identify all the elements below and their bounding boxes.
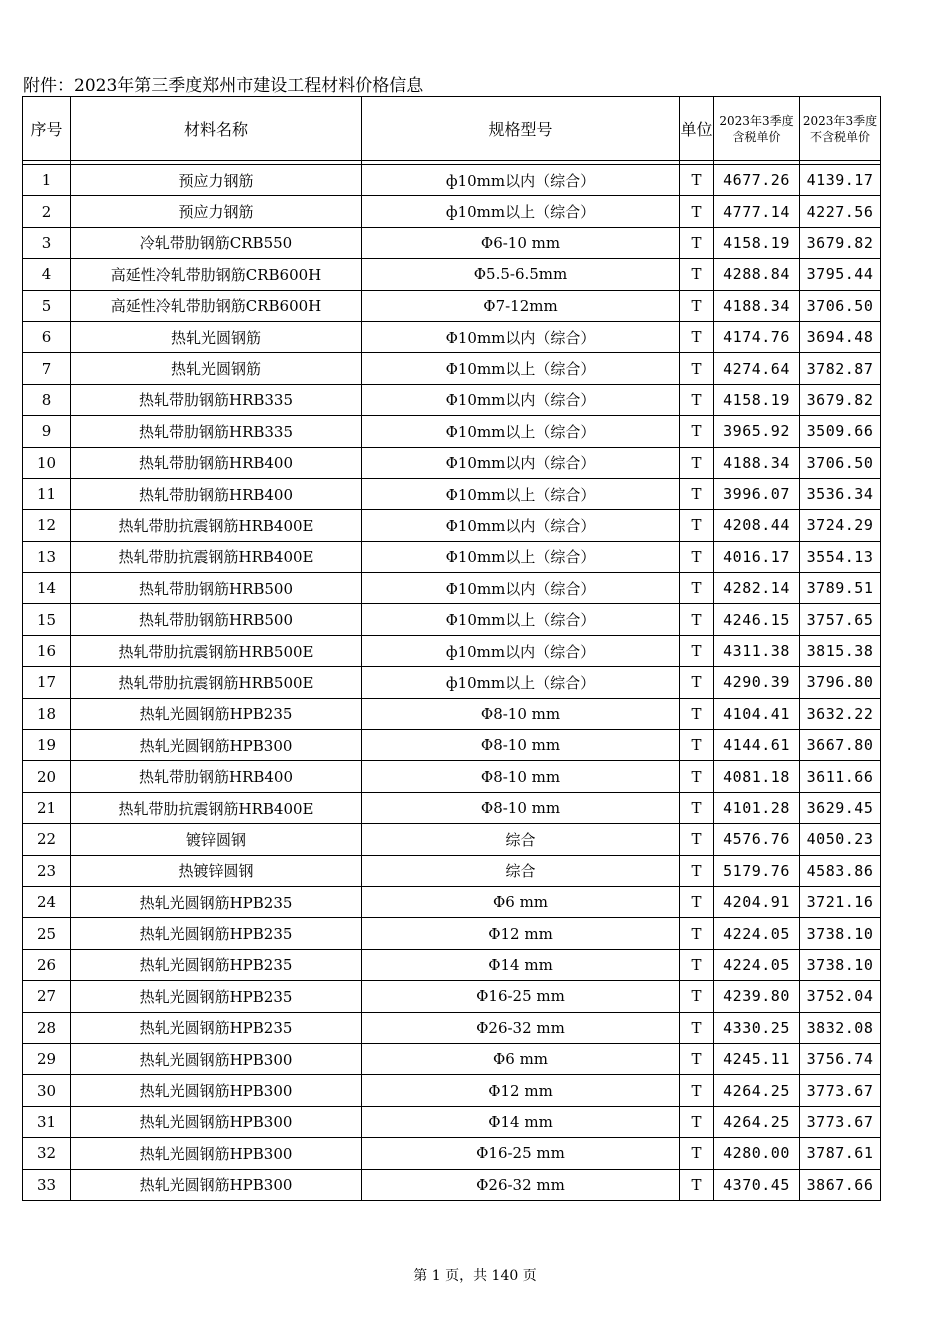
cell-unit: T (680, 761, 714, 792)
table-row (23, 1012, 881, 1043)
table-row (23, 353, 881, 384)
cell-price-notax: 3554.13 (800, 541, 881, 572)
cell-price-notax: 3679.82 (800, 227, 881, 258)
cell-spec: Φ7-12mm (362, 290, 680, 321)
cell-unit: T (680, 290, 714, 321)
cell-unit: T (680, 635, 714, 666)
cell-name: 热轧光圆钢筋 (71, 321, 362, 352)
cell-spec: Φ5.5-6.5mm (362, 259, 680, 290)
cell-unit: T (680, 165, 714, 196)
cell-spec: Φ8-10 mm (362, 730, 680, 761)
cell-name: 热轧带肋抗震钢筋HRB500E (71, 667, 362, 698)
cell-name: 热轧带肋钢筋HRB335 (71, 384, 362, 415)
table-row (23, 730, 881, 761)
cell-spec: ф10mm以内（综合） (362, 635, 680, 666)
cell-price-notax: 3611.66 (800, 761, 881, 792)
cell-price-notax: 3724.29 (800, 510, 881, 541)
cell-no: 23 (23, 855, 71, 886)
cell-name: 热轧光圆钢筋HPB235 (71, 949, 362, 980)
table-row (23, 1169, 881, 1200)
cell-unit: T (680, 886, 714, 917)
cell-no: 8 (23, 384, 71, 415)
cell-price-notax: 4583.86 (800, 855, 881, 886)
table-row (23, 855, 881, 886)
cell-price-tax: 4208.44 (714, 510, 800, 541)
cell-unit: T (680, 353, 714, 384)
cell-unit: T (680, 855, 714, 886)
cell-no: 19 (23, 730, 71, 761)
cell-name: 热轧光圆钢筋HPB300 (71, 1138, 362, 1169)
cell-spec: Φ6 mm (362, 886, 680, 917)
cell-unit: T (680, 1075, 714, 1106)
cell-no: 10 (23, 447, 71, 478)
cell-name: 热轧带肋钢筋HRB500 (71, 604, 362, 635)
cell-price-tax: 3996.07 (714, 478, 800, 509)
cell-no: 9 (23, 416, 71, 447)
table-row (23, 792, 881, 823)
cell-no: 22 (23, 824, 71, 855)
cell-unit: T (680, 604, 714, 635)
table-row (23, 165, 881, 196)
table-row (23, 227, 881, 258)
cell-unit: T (680, 541, 714, 572)
cell-unit: T (680, 730, 714, 761)
cell-name: 热轧光圆钢筋HPB235 (71, 1012, 362, 1043)
table-row (23, 478, 881, 509)
cell-price-tax: 4264.25 (714, 1075, 800, 1106)
cell-price-notax: 3796.80 (800, 667, 881, 698)
cell-price-tax: 4280.00 (714, 1138, 800, 1169)
cell-price-tax: 4224.05 (714, 949, 800, 980)
table-row (23, 635, 881, 666)
cell-unit: T (680, 1043, 714, 1074)
header-spec: 规格型号 (362, 97, 680, 161)
cell-unit: T (680, 1169, 714, 1200)
header-unit: 单位 (680, 97, 714, 161)
cell-price-notax: 3757.65 (800, 604, 881, 635)
cell-name: 热轧带肋钢筋HRB400 (71, 478, 362, 509)
cell-price-notax: 4227.56 (800, 196, 881, 227)
table-row (23, 259, 881, 290)
table-row (23, 604, 881, 635)
cell-price-notax: 3773.67 (800, 1075, 881, 1106)
cell-price-tax: 4288.84 (714, 259, 800, 290)
cell-price-notax: 3706.50 (800, 290, 881, 321)
table-row (23, 667, 881, 698)
cell-unit: T (680, 698, 714, 729)
cell-spec: Φ10mm以内（综合） (362, 573, 680, 604)
cell-spec: Φ10mm以上（综合） (362, 353, 680, 384)
cell-spec: Φ10mm以上（综合） (362, 541, 680, 572)
cell-price-notax: 3667.80 (800, 730, 881, 761)
table-row (23, 290, 881, 321)
table-row (23, 918, 881, 949)
table-row (23, 416, 881, 447)
cell-no: 18 (23, 698, 71, 729)
cell-name: 热轧带肋钢筋HRB400 (71, 761, 362, 792)
table-row (23, 886, 881, 917)
cell-price-tax: 4576.76 (714, 824, 800, 855)
cell-unit: T (680, 1106, 714, 1137)
cell-price-notax: 3536.34 (800, 478, 881, 509)
cell-price-notax: 3773.67 (800, 1106, 881, 1137)
cell-name: 热轧光圆钢筋HPB300 (71, 1169, 362, 1200)
cell-spec: ф10mm以上（综合） (362, 196, 680, 227)
cell-no: 29 (23, 1043, 71, 1074)
cell-price-notax: 3752.04 (800, 981, 881, 1012)
cell-price-notax: 3738.10 (800, 949, 881, 980)
cell-unit: T (680, 259, 714, 290)
cell-price-tax: 4188.34 (714, 447, 800, 478)
cell-spec: Φ8-10 mm (362, 698, 680, 729)
cell-name: 热轧带肋抗震钢筋HRB500E (71, 635, 362, 666)
cell-price-tax: 4370.45 (714, 1169, 800, 1200)
cell-unit: T (680, 510, 714, 541)
cell-no: 30 (23, 1075, 71, 1106)
header-price-notax: 2023年3季度 不含税单价 (800, 97, 881, 161)
cell-spec: Φ10mm以内（综合） (362, 510, 680, 541)
cell-no: 16 (23, 635, 71, 666)
cell-name: 镀锌圆钢 (71, 824, 362, 855)
cell-spec: Φ10mm以内（综合） (362, 447, 680, 478)
cell-name: 热轧带肋抗震钢筋HRB400E (71, 541, 362, 572)
cell-name: 热轧光圆钢筋HPB235 (71, 918, 362, 949)
cell-price-tax: 4264.25 (714, 1106, 800, 1137)
table-row (23, 824, 881, 855)
cell-spec: Φ14 mm (362, 1106, 680, 1137)
table-row (23, 1138, 881, 1169)
cell-unit: T (680, 1012, 714, 1043)
cell-no: 21 (23, 792, 71, 823)
cell-price-tax: 4311.38 (714, 635, 800, 666)
cell-price-tax: 4188.34 (714, 290, 800, 321)
cell-name: 热轧光圆钢筋HPB300 (71, 1075, 362, 1106)
cell-price-tax: 4016.17 (714, 541, 800, 572)
cell-unit: T (680, 478, 714, 509)
cell-price-tax: 4081.18 (714, 761, 800, 792)
cell-price-tax: 4204.91 (714, 886, 800, 917)
cell-no: 33 (23, 1169, 71, 1200)
cell-no: 14 (23, 573, 71, 604)
cell-spec: Φ6-10 mm (362, 227, 680, 258)
header-price-tax: 2023年3季度含税单价 (714, 97, 800, 161)
cell-spec: Φ10mm以上（综合） (362, 604, 680, 635)
cell-price-tax: 4290.39 (714, 667, 800, 698)
cell-name: 热轧带肋钢筋HRB400 (71, 447, 362, 478)
cell-no: 7 (23, 353, 71, 384)
table-row (23, 196, 881, 227)
cell-price-notax: 3756.74 (800, 1043, 881, 1074)
cell-unit: T (680, 321, 714, 352)
cell-price-notax: 3815.38 (800, 635, 881, 666)
table-row (23, 1043, 881, 1074)
cell-price-tax: 4174.76 (714, 321, 800, 352)
cell-name: 热轧带肋钢筋HRB500 (71, 573, 362, 604)
cell-name: 热轧光圆钢筋HPB300 (71, 1106, 362, 1137)
cell-unit: T (680, 384, 714, 415)
cell-no: 26 (23, 949, 71, 980)
cell-price-tax: 4246.15 (714, 604, 800, 635)
cell-price-notax: 3721.16 (800, 886, 881, 917)
cell-unit: T (680, 573, 714, 604)
header-no: 序号 (23, 97, 71, 161)
cell-no: 20 (23, 761, 71, 792)
table-row (23, 981, 881, 1012)
cell-no: 5 (23, 290, 71, 321)
cell-spec: ф10mm以内（综合） (362, 165, 680, 196)
cell-unit: T (680, 981, 714, 1012)
cell-price-notax: 3795.44 (800, 259, 881, 290)
cell-name: 预应力钢筋 (71, 165, 362, 196)
cell-no: 17 (23, 667, 71, 698)
cell-no: 2 (23, 196, 71, 227)
cell-price-tax: 4274.64 (714, 353, 800, 384)
cell-price-tax: 4330.25 (714, 1012, 800, 1043)
cell-spec: Φ6 mm (362, 1043, 680, 1074)
cell-spec: Φ26-32 mm (362, 1012, 680, 1043)
cell-price-tax: 4239.80 (714, 981, 800, 1012)
cell-unit: T (680, 447, 714, 478)
cell-no: 32 (23, 1138, 71, 1169)
table-row (23, 510, 881, 541)
cell-price-notax: 3509.66 (800, 416, 881, 447)
cell-price-notax: 3706.50 (800, 447, 881, 478)
cell-spec: Φ8-10 mm (362, 792, 680, 823)
table-row (23, 573, 881, 604)
cell-price-notax: 3629.45 (800, 792, 881, 823)
cell-name: 热轧带肋钢筋HRB335 (71, 416, 362, 447)
cell-no: 24 (23, 886, 71, 917)
cell-spec: Φ16-25 mm (362, 1138, 680, 1169)
cell-price-notax: 3679.82 (800, 384, 881, 415)
cell-name: 热镀锌圆钢 (71, 855, 362, 886)
cell-price-notax: 3867.66 (800, 1169, 881, 1200)
table-row (23, 698, 881, 729)
cell-spec: Φ10mm以内（综合） (362, 321, 680, 352)
cell-name: 热轧带肋抗震钢筋HRB400E (71, 510, 362, 541)
cell-name: 预应力钢筋 (71, 196, 362, 227)
cell-no: 1 (23, 165, 71, 196)
cell-unit: T (680, 667, 714, 698)
cell-unit: T (680, 196, 714, 227)
table-row (23, 541, 881, 572)
cell-unit: T (680, 824, 714, 855)
cell-no: 11 (23, 478, 71, 509)
cell-no: 12 (23, 510, 71, 541)
cell-price-tax: 4677.26 (714, 165, 800, 196)
cell-price-notax: 4050.23 (800, 824, 881, 855)
cell-name: 冷轧带肋钢筋CRB550 (71, 227, 362, 258)
cell-price-tax: 4282.14 (714, 573, 800, 604)
cell-spec: Φ12 mm (362, 918, 680, 949)
cell-no: 31 (23, 1106, 71, 1137)
document-title: 附件：2023年第三季度郑州市建设工程材料价格信息 (23, 76, 424, 96)
cell-price-notax: 3738.10 (800, 918, 881, 949)
table-row (23, 1106, 881, 1137)
cell-price-notax: 3782.87 (800, 353, 881, 384)
cell-unit: T (680, 918, 714, 949)
cell-spec: Φ10mm以内（综合） (362, 384, 680, 415)
cell-price-notax: 3632.22 (800, 698, 881, 729)
cell-price-tax: 4158.19 (714, 227, 800, 258)
page-footer: 第 1 页，共 140 页 (413, 1268, 537, 1284)
cell-spec: Φ26-32 mm (362, 1169, 680, 1200)
table-row (23, 1075, 881, 1106)
cell-no: 15 (23, 604, 71, 635)
cell-no: 27 (23, 981, 71, 1012)
cell-name: 热轧光圆钢筋HPB300 (71, 1043, 362, 1074)
cell-price-tax: 4144.61 (714, 730, 800, 761)
cell-name: 高延性冷轧带肋钢筋CRB600H (71, 290, 362, 321)
table-row (23, 321, 881, 352)
table-row (23, 384, 881, 415)
cell-name: 热轧光圆钢筋HPB235 (71, 698, 362, 729)
header-name: 材料名称 (71, 97, 362, 161)
cell-spec: 综合 (362, 824, 680, 855)
cell-price-tax: 4101.28 (714, 792, 800, 823)
cell-no: 3 (23, 227, 71, 258)
cell-name: 热轧光圆钢筋HPB235 (71, 886, 362, 917)
cell-price-notax: 4139.17 (800, 165, 881, 196)
cell-price-tax: 4245.11 (714, 1043, 800, 1074)
cell-unit: T (680, 416, 714, 447)
cell-unit: T (680, 949, 714, 980)
cell-price-notax: 3694.48 (800, 321, 881, 352)
cell-price-tax: 4777.14 (714, 196, 800, 227)
cell-name: 热轧光圆钢筋 (71, 353, 362, 384)
cell-price-notax: 3787.61 (800, 1138, 881, 1169)
header-row (23, 97, 881, 161)
cell-no: 4 (23, 259, 71, 290)
cell-price-notax: 3832.08 (800, 1012, 881, 1043)
cell-unit: T (680, 227, 714, 258)
cell-spec: ф10mm以上（综合） (362, 667, 680, 698)
cell-price-tax: 4104.41 (714, 698, 800, 729)
cell-spec: Φ10mm以上（综合） (362, 478, 680, 509)
cell-no: 6 (23, 321, 71, 352)
table-row (23, 447, 881, 478)
cell-spec: Φ14 mm (362, 949, 680, 980)
cell-no: 25 (23, 918, 71, 949)
table-row (23, 949, 881, 980)
cell-name: 热轧带肋抗震钢筋HRB400E (71, 792, 362, 823)
cell-unit: T (680, 1138, 714, 1169)
cell-spec: Φ16-25 mm (362, 981, 680, 1012)
price-table (22, 96, 881, 1201)
cell-price-notax: 3789.51 (800, 573, 881, 604)
cell-spec: Φ8-10 mm (362, 761, 680, 792)
cell-price-tax: 3965.92 (714, 416, 800, 447)
cell-no: 13 (23, 541, 71, 572)
cell-name: 高延性冷轧带肋钢筋CRB600H (71, 259, 362, 290)
cell-spec: 综合 (362, 855, 680, 886)
cell-name: 热轧光圆钢筋HPB235 (71, 981, 362, 1012)
cell-spec: Φ12 mm (362, 1075, 680, 1106)
cell-name: 热轧光圆钢筋HPB300 (71, 730, 362, 761)
cell-unit: T (680, 792, 714, 823)
cell-no: 28 (23, 1012, 71, 1043)
cell-price-tax: 5179.76 (714, 855, 800, 886)
cell-price-tax: 4158.19 (714, 384, 800, 415)
cell-spec: Φ10mm以上（综合） (362, 416, 680, 447)
table-row (23, 761, 881, 792)
cell-price-tax: 4224.05 (714, 918, 800, 949)
